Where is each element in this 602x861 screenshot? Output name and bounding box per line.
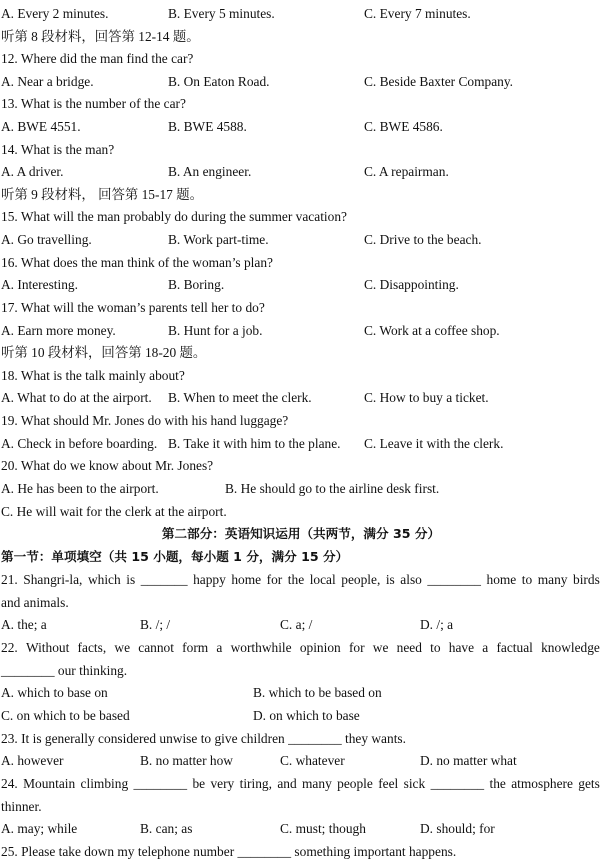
word: worthwhile xyxy=(230,640,292,655)
answer-options-row xyxy=(1,73,600,91)
option-b: B. no matter how xyxy=(140,753,233,768)
word: climbing xyxy=(80,776,129,791)
option-a: A. He has been to the airport. xyxy=(1,481,159,496)
option-a: A. Earn more money. xyxy=(1,323,116,338)
text-line: 16. What does the man think of the woman’s plan? xyxy=(1,255,273,270)
word: the xyxy=(287,572,305,587)
word: ________ xyxy=(430,776,485,791)
answer-options-row xyxy=(1,480,600,498)
word: is xyxy=(385,572,395,587)
word: also xyxy=(400,572,422,587)
option-b: B. Boring. xyxy=(168,277,225,292)
word: opinion xyxy=(299,640,341,655)
answer-options-row xyxy=(1,616,600,634)
word: very xyxy=(210,776,235,791)
word: for xyxy=(266,572,283,587)
option-b: B. Every 5 minutes. xyxy=(168,6,275,21)
word: ________ xyxy=(427,572,481,587)
option-c: C. Every 7 minutes. xyxy=(364,6,471,21)
option-a: A. the; a xyxy=(1,617,47,632)
word: which xyxy=(87,572,121,587)
text-line: C. He will wait for the clerk at the airport. xyxy=(1,504,227,519)
word: have xyxy=(448,640,475,655)
word: a xyxy=(216,640,223,655)
option-c: C. Leave it with the clerk. xyxy=(364,436,504,451)
word: cannot xyxy=(138,640,174,655)
text-line: 17. What will the woman’s parents tell her to do? xyxy=(1,300,265,315)
word: people, xyxy=(341,572,381,587)
part-heading: 第二部分：英语知识运用（共两节，满分 35 分） xyxy=(161,526,441,541)
word: many xyxy=(302,776,332,791)
word: feel xyxy=(378,776,399,791)
answer-options-row xyxy=(1,276,600,294)
option-c: C. BWE 4586. xyxy=(364,119,443,134)
word: 22. xyxy=(1,640,18,655)
text-line: 18. What is the talk mainly about? xyxy=(1,368,185,383)
word: Shangri-la, xyxy=(23,572,83,587)
question-text-justified xyxy=(1,775,600,793)
word: Without xyxy=(25,640,70,655)
text-line: 12. Where did the man find the car? xyxy=(1,51,194,66)
question-text-justified xyxy=(1,639,600,657)
answer-options-row xyxy=(1,820,600,838)
word: for xyxy=(348,640,365,655)
word: gets xyxy=(578,776,600,791)
text-line: 13. What is the number of the car? xyxy=(1,96,186,111)
option-d: D. no matter what xyxy=(420,753,517,768)
text-line: 听第 9 段材料， 回答第 15-17 题。 xyxy=(1,187,203,202)
option-a: A. Check in before boarding. xyxy=(1,436,158,451)
text-line: 23. It is generally considered unwise to give children ________ they wants. xyxy=(1,731,406,746)
text-line: 15. What will the man probably do during the summer vacation? xyxy=(1,209,347,224)
answer-options-row xyxy=(1,5,600,23)
word: sick xyxy=(403,776,426,791)
word: be xyxy=(192,776,206,791)
word: birds xyxy=(573,572,600,587)
word: is xyxy=(126,572,136,587)
option-left: A. which to base on xyxy=(1,685,108,700)
option-b: B. He should go to the airline desk first. xyxy=(225,481,440,496)
option-a: A. Every 2 minutes. xyxy=(1,6,109,21)
word: factual xyxy=(496,640,533,655)
option-c: C. a; / xyxy=(280,617,313,632)
option-c: C. Beside Baxter Company. xyxy=(364,74,514,89)
word: atmosphere xyxy=(511,776,573,791)
word: home xyxy=(231,572,262,587)
word: and xyxy=(277,776,297,791)
option-right: D. on which to base xyxy=(253,708,360,723)
section-heading: 第一节：单项填空（共 15 小题，每小题 1 分，满分 15 分） xyxy=(1,549,349,564)
word: 24. xyxy=(1,776,18,791)
word: facts, xyxy=(77,640,107,655)
option-c: C. must; though xyxy=(280,821,366,836)
word: we xyxy=(114,640,131,655)
word: 21. xyxy=(1,572,18,587)
word: to xyxy=(521,572,533,587)
answer-options-row xyxy=(1,684,600,702)
option-a: A. What to do at the airport. xyxy=(1,390,152,405)
text-line: 听第 8 段材料，回答第 12-14 题。 xyxy=(1,29,200,44)
text-line: ________ our thinking. xyxy=(1,663,128,678)
answer-options-row xyxy=(1,752,600,770)
answer-options-row xyxy=(1,389,600,407)
word: home xyxy=(486,572,517,587)
option-b: B. BWE 4588. xyxy=(168,119,247,134)
word: local xyxy=(309,572,336,587)
option-b: B. /; / xyxy=(140,617,171,632)
option-a: A. may; while xyxy=(1,821,78,836)
option-b: B. On Eaton Road. xyxy=(168,74,270,89)
word: we xyxy=(372,640,389,655)
option-b: B. Work part-time. xyxy=(168,232,269,247)
option-right: B. which to be based on xyxy=(253,685,382,700)
question-text-justified xyxy=(1,571,600,589)
answer-options-row xyxy=(1,163,600,181)
text-line: 19. What should Mr. Jones do with his hand luggage? xyxy=(1,413,289,428)
word: form xyxy=(182,640,209,655)
option-a: A. BWE 4551. xyxy=(1,119,81,134)
word: to xyxy=(430,640,441,655)
word: Mountain xyxy=(23,776,76,791)
answer-options-row xyxy=(1,118,600,136)
text-line: thinner. xyxy=(1,799,42,814)
word: many xyxy=(537,572,568,587)
option-c: C. How to buy a ticket. xyxy=(364,390,489,405)
answer-options-row xyxy=(1,435,600,453)
word: ________ xyxy=(133,776,188,791)
answer-options-row xyxy=(1,322,600,340)
word: tiring, xyxy=(239,776,272,791)
option-c: C. Disappointing. xyxy=(364,277,459,292)
option-d: D. should; for xyxy=(420,821,495,836)
text-line: 20. What do we know about Mr. Jones? xyxy=(1,458,214,473)
option-d: D. /; a xyxy=(420,617,454,632)
option-b: B. can; as xyxy=(140,821,193,836)
word: a xyxy=(482,640,489,655)
word: people xyxy=(337,776,373,791)
option-a: A. Go travelling. xyxy=(1,232,92,247)
option-c: C. A repairman. xyxy=(364,164,449,179)
option-a: A. Interesting. xyxy=(1,277,78,292)
text-line: 听第 10 段材料，回答第 18-20 题。 xyxy=(1,345,207,360)
answer-options-row xyxy=(1,231,600,249)
answer-options-row xyxy=(1,707,600,725)
text-line: 14. What is the man? xyxy=(1,142,115,157)
text-line: and animals. xyxy=(1,595,69,610)
option-c: C. Drive to the beach. xyxy=(364,232,482,247)
option-a: A. Near a bridge. xyxy=(1,74,94,89)
word: _______ xyxy=(140,572,188,587)
option-b: B. Hunt for a job. xyxy=(168,323,263,338)
option-left: C. on which to be based xyxy=(1,708,130,723)
word: happy xyxy=(193,572,226,587)
option-b: B. Take it with him to the plane. xyxy=(168,436,341,451)
option-b: B. An engineer. xyxy=(168,164,252,179)
option-a: A. however xyxy=(1,753,64,768)
word: need xyxy=(396,640,422,655)
option-a: A. A driver. xyxy=(1,164,64,179)
option-b: B. When to meet the clerk. xyxy=(168,390,312,405)
word: the xyxy=(489,776,506,791)
word: knowledge xyxy=(541,640,600,655)
option-c: C. Work at a coffee shop. xyxy=(364,323,500,338)
option-c: C. whatever xyxy=(280,753,345,768)
text-line: 25. Please take down my telephone number ________ something important happens. xyxy=(1,844,457,859)
